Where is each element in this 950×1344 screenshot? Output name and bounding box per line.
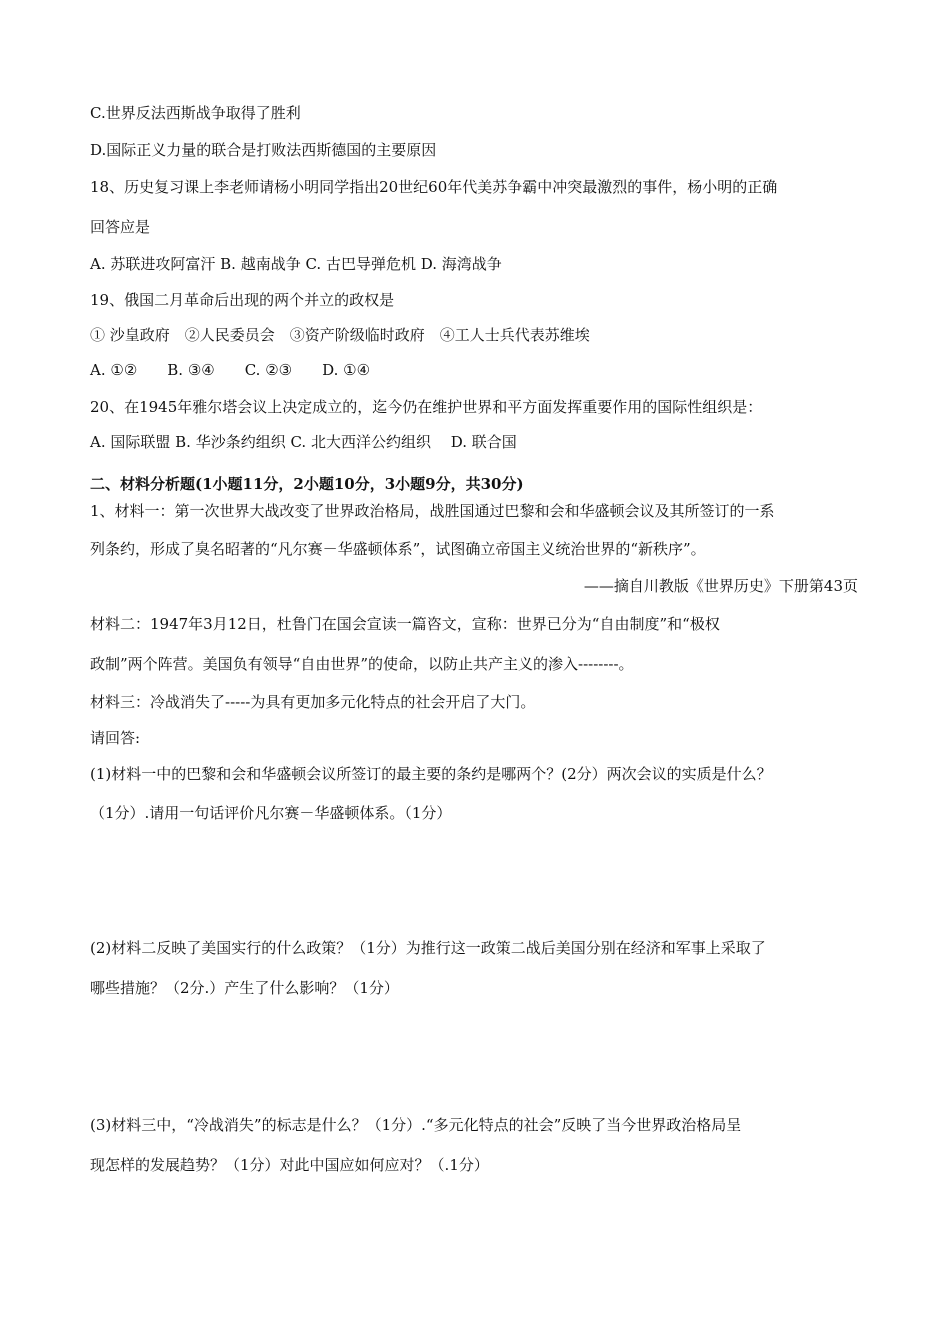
- material-3-line: 材料三：冷战消失了-----为具有更加多元化特点的社会开启了大门。: [90, 693, 536, 711]
- question-19-items: ① 沙皇政府 ②人民委员会 ③资产阶级临时政府 ④工人士兵代表苏维埃: [90, 326, 590, 344]
- answer-prompt: 请回答:: [90, 729, 141, 747]
- question-19-options: A. ①② B. ③④ C. ②③ D. ①④: [90, 361, 371, 379]
- sub-question-2-line-1: (2)材料二反映了美国实行的什么政策？（1分）为推行这一政策二战后美国分别在经济和军事上采取了: [90, 939, 766, 957]
- question-20-options: A. 国际联盟 B. 华沙条约组织 C. 北大西洋公约组织 D. 联合国: [90, 433, 517, 451]
- option-17-d: D.国际正义力量的联合是打败法西斯德国的主要原因: [90, 141, 437, 159]
- material-2-line-1: 材料二：1947年3月12日，杜鲁门在国会宣读一篇咨文，宣称：世界已分为“自由制度”和“极权: [90, 615, 720, 633]
- sub-question-3-line-2: 现怎样的发展趋势？（1分）对此中国应如何应对？（.1分）: [90, 1156, 489, 1174]
- material-1-source: ——摘自川教版《世界历史》下册第43页: [583, 577, 858, 595]
- question-18-stem-1: 18、历史复习课上李老师请杨小明同学指出20世纪60年代美苏争霸中冲突最激烈的事件，杨小明的正确: [90, 178, 778, 196]
- material-2-line-2: 政制”两个阵营。美国负有领导“自由世界”的使命，以防止共产主义的渗入--------。: [90, 655, 634, 673]
- material-1-line-2: 列条约，形成了臭名昭著的“凡尔赛－华盛顿体系”，试图确立帝国主义统治世界的“新秩序”。: [90, 540, 706, 558]
- question-20-stem: 20、在1945年雅尔塔会议上决定成立的，迄今仍在维护世界和平方面发挥重要作用的国际性组织是：: [90, 398, 763, 416]
- section-heading: 二、材料分析题(1小题11分，2小题10分，3小题9分，共30分): [90, 475, 524, 493]
- sub-question-2-line-2: 哪些措施？（2分.）产生了什么影响？（1分）: [90, 979, 399, 997]
- material-1-line-1: 1、材料一：第一次世界大战改变了世界政治格局，战胜国通过巴黎和会和华盛顿会议及其所签订的一系: [90, 502, 775, 520]
- question-18-stem-2: 回答应是: [90, 218, 151, 236]
- question-19-stem: 19、俄国二月革命后出现的两个并立的政权是: [90, 291, 395, 309]
- question-18-options: A. 苏联进攻阿富汗 B. 越南战争 C. 古巴导弹危机 D. 海湾战争: [90, 255, 502, 273]
- option-17-c: C.世界反法西斯战争取得了胜利: [90, 104, 301, 122]
- sub-question-3-line-1: (3)材料三中，“冷战消失”的标志是什么？（1分）.“多元化特点的社会”反映了当今世界政治格局呈: [90, 1116, 742, 1134]
- sub-question-1-line-2: （1分）.请用一句话评价凡尔赛－华盛顿体系。（1分）: [90, 804, 452, 822]
- sub-question-1-line-1: (1)材料一中的巴黎和会和华盛顿会议所签订的最主要的条约是哪两个？(2分）两次会议的实质是什么？: [90, 765, 772, 783]
